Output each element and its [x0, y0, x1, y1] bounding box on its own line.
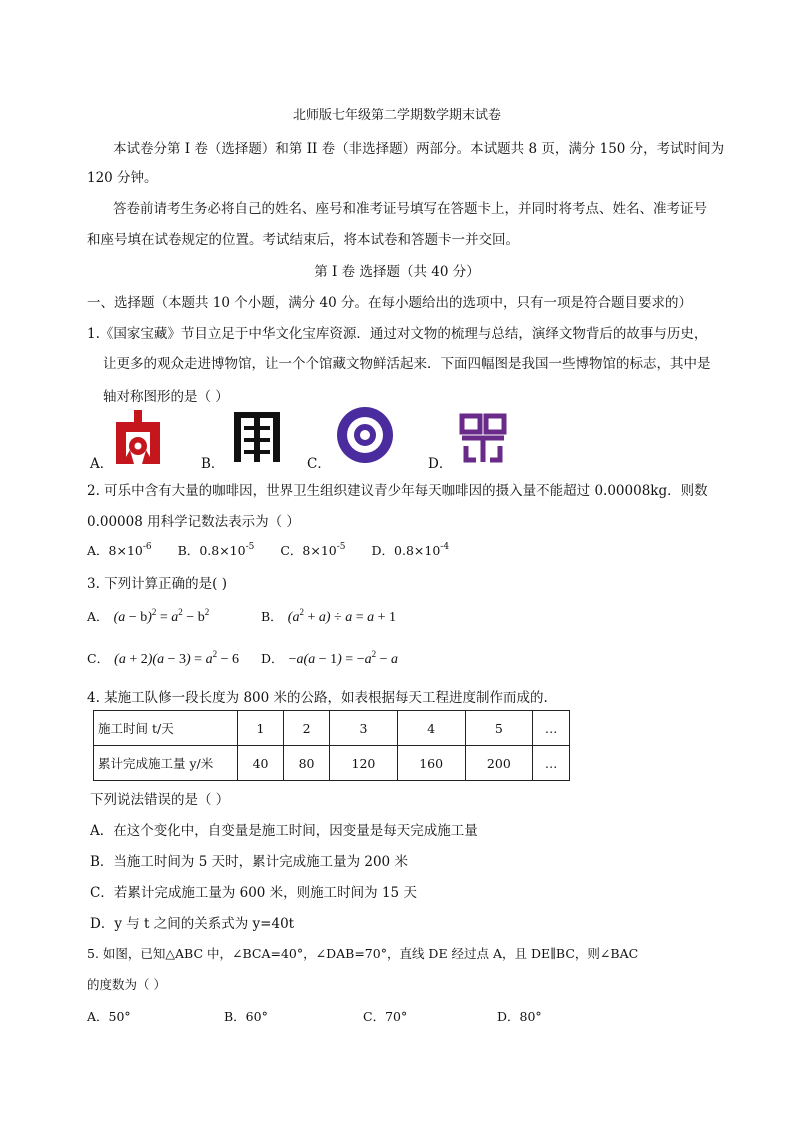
q4-stem: 4. 某施工队修一段长度为 800 米的公路，如表根据每天工程进度制作而成的.: [87, 690, 548, 706]
q3-option-b: B． $(a^2 + a) \div a = a + 1$: [261, 607, 397, 625]
q3-option-d: D． $-a(a - 1) = -a^2 - a$: [261, 649, 398, 667]
table-cell: …: [533, 711, 570, 746]
q4-table: [93, 710, 570, 781]
q2-option-c: C．$8\times 10^{-5}$: [280, 542, 346, 558]
section-title: 第 I 卷 选择题（共 40 分）: [314, 264, 480, 280]
table-cell: 2: [284, 711, 330, 746]
table-cell: 3: [330, 711, 398, 746]
table-cell: 120: [330, 746, 398, 781]
q4-option-c: C．若累计完成施工量为 600 米，则施工时间为 15 天: [90, 885, 417, 901]
q3-option-c: C． $(a + 2)(a - 3) = a^2 - 6$: [87, 649, 239, 667]
q4-prompt: 下列说法错误的是（ ）: [90, 792, 230, 808]
q2-option-b: B．$0.8\times 10^{-5}$: [177, 542, 255, 558]
q5-option-d: D．80°: [497, 1009, 542, 1024]
q5-line-2: 的度数为（ ）: [87, 977, 166, 992]
table-row: [94, 711, 570, 746]
part-heading: 一、选择题（本题共 10 个小题，满分 40 分。在每小题给出的选项中，只有一项是符合题目要求的）: [87, 295, 693, 311]
exam-title: 北师版七年级第二学期数学期末试卷: [292, 108, 501, 123]
intro-line-2: 120 分钟。: [87, 170, 158, 186]
table-cell: 4: [397, 711, 465, 746]
q1-line-1: 1.《国家宝藏》节目立足于中华文化宝库资源．通过对文物的梳理与总结，演绎文物背后的故事与历史，: [87, 326, 708, 342]
q3-option-a: A． $(a - b)^2 = a^2 - b^2$: [87, 607, 210, 625]
museum-logo-a-icon: [112, 410, 164, 464]
q1-option-c-label: C．: [307, 456, 331, 472]
q2-option-d: D．$0.8\times 10^{-4}$: [371, 542, 450, 558]
q2-option-a: A．$8\times 10^{-6}$: [87, 542, 152, 558]
intro-line-1: 本试卷分第 I 卷（选择题）和第 II 卷（非选择题）两部分。本试题共 8 页，满分 150 分，考试时间为: [113, 141, 725, 157]
intro-line-4: 和座号填在试卷规定的位置。考试结束后，将本试卷和答题卡一并交回。: [87, 232, 519, 248]
q5-line-1: 5. 如图，已知△ABC 中，∠BCA=40°，∠DAB=70°，直线 DE 经过点 A，且 DE∥BC，则∠BAC: [87, 946, 639, 961]
table-cell: 80: [284, 746, 330, 781]
q1-option-d-label: D．: [428, 456, 453, 472]
q1-line-2: 让更多的观众走进博物馆，让一个个馆藏文物鲜活起来．下面四幅图是我国一些博物馆的标志，其中是: [103, 356, 711, 372]
q5-option-c: C．70°: [363, 1009, 408, 1024]
table-cell: 5: [465, 711, 533, 746]
table-cell: 累计完成施工量 y/米: [94, 746, 238, 781]
q4-option-d: D．y 与 t 之间的关系式为 y=40t: [90, 916, 295, 932]
table-row: [94, 746, 570, 781]
q2-line-1: 2. 可乐中含有大量的咖啡因，世界卫生组织建议青少年每天咖啡因的摄入量不能超过 0.00008kg．则数: [87, 483, 708, 499]
q4-option-a: A．在这个变化中，自变量是施工时间，因变量是每天完成施工量: [90, 823, 478, 839]
q1-line-3: 轴对称图形的是（ ）: [103, 389, 229, 405]
table-cell: 200: [465, 746, 533, 781]
q1-option-b-label: B．: [201, 456, 225, 472]
museum-logo-c-icon: [336, 406, 394, 464]
q4-option-b: B．当施工时间为 5 天时，累计完成施工量为 200 米: [90, 854, 408, 870]
q2-line-2: 0.00008 用科学记数法表示为（ ）: [87, 514, 300, 530]
q5-option-a: A．50°: [87, 1009, 131, 1024]
q3-stem: 3. 下列计算正确的是( ): [87, 576, 227, 592]
q2-options: [87, 541, 449, 559]
table-cell: 40: [238, 746, 284, 781]
table-cell: …: [533, 746, 570, 781]
table-cell: 160: [397, 746, 465, 781]
q1-option-a-label: A．: [90, 456, 114, 472]
table-cell: 施工时间 t/天: [94, 711, 238, 746]
table-cell: 1: [238, 711, 284, 746]
intro-line-3: 答卷前请考生务必将自己的姓名、座号和准考证号填写在答题卡上，并同时将考点、姓名、准考证号: [113, 201, 707, 217]
museum-logo-d-icon: [458, 412, 508, 464]
museum-logo-b-icon: [232, 412, 282, 462]
q5-option-b: B．60°: [224, 1009, 268, 1024]
